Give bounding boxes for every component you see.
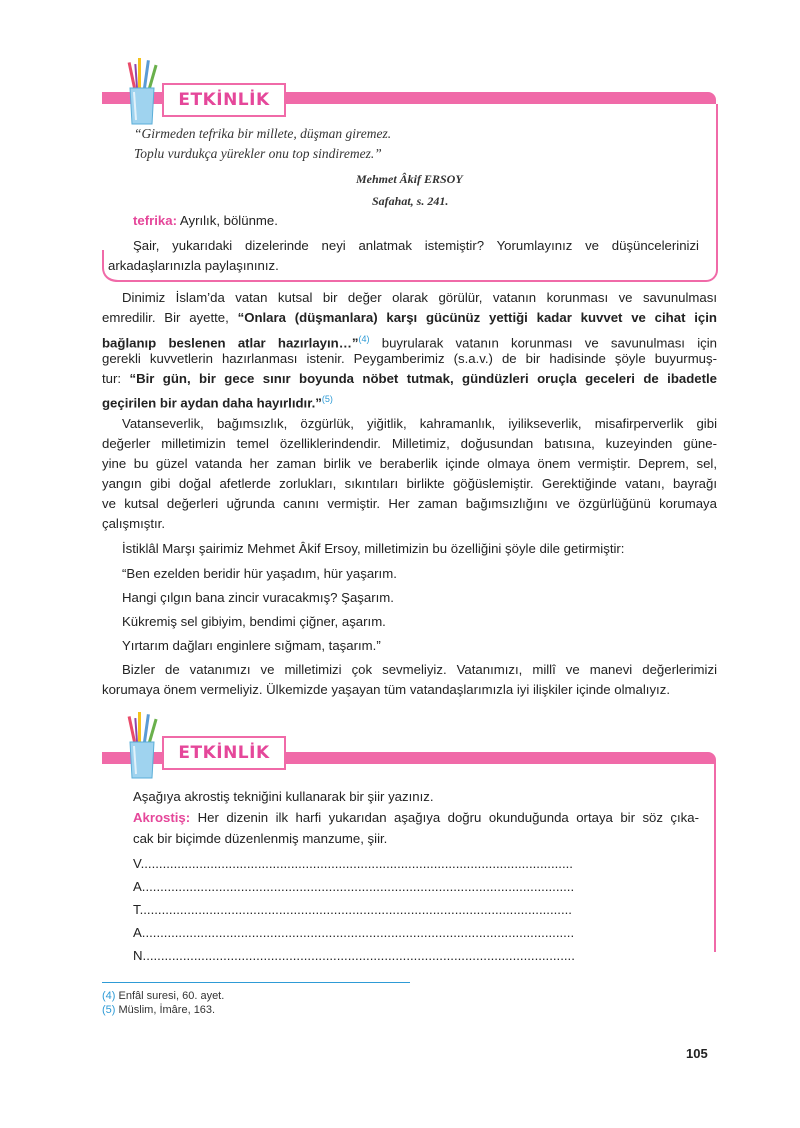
writing-dots: ...................................................................................................................... (141, 925, 575, 940)
paragraph-1-line-6 (102, 389, 333, 413)
activity-instruction: Aşağıya akrostiş tekniğini kullanarak bir şiir yazınız. (133, 789, 434, 804)
quote-line-1: “Girmeden tefrika bir millete, düşman giremez. (134, 126, 392, 141)
paragraph-4-line-1: Bizler de vatanımızı ve milletimizi çok sevmeliyiz. Vatanımızı, millî ve manevi değerlerimizi (122, 662, 717, 677)
quote-line-2: Toplu vurdukça yürekler onu top sindiremez.” (134, 146, 382, 161)
verse-line-1: “Ben ezelden beridir hür yaşadım, hür yaşarım. (122, 566, 397, 581)
quote-source: Safahat, s. 241. (372, 194, 449, 208)
footnote-ref-5[interactable]: (5) (321, 394, 333, 404)
term-label: tefrika: (133, 213, 177, 228)
paragraph-1-line-1: Dinimiz İslam’da vatan kutsal bir değer olarak görülür, vatanın korunması ve savunulması (122, 290, 717, 305)
paragraph-2-line-6: çalışmıştır. (102, 516, 166, 531)
text-run: emredilir. Bir ayette, (102, 310, 238, 325)
paragraph-1-line-4: gerekli kuvvetlerin hazırlanması istenir. Peygamberimiz (s.a.v.) de bir hadisinde şöyle buyurmuş- (102, 351, 717, 366)
paragraph-2-line-4: yangın gibi doğal afetlerde zorlukları, sıkıntıları birlikte göğüslemiştir. Gerektiğinde vatanı, bayrağı (102, 476, 717, 491)
paragraph-2-line-2: değerler milletimizin temel özelliklerindendir. Milletimiz, doğusundan batısına, kuzeyinden güne- (102, 436, 717, 451)
paragraph-4-line-2: korumaya önem vermeliyiz. Ülkemizde yaşayan tüm vatandaşlarımızla iyi ilişkiler içinde olmalıyız. (102, 682, 670, 697)
footnote-4 (102, 990, 224, 1002)
verse-line-2: Hangi çılgın bana zincir vuracakmış? Şaşarım. (122, 590, 394, 605)
writing-dots: ...................................................................................................................... (142, 948, 575, 963)
paragraph-2-line-5: ve kutsal değerleri uğrunda canını vermiştir. Her zaman bağımsızlığını ve özgürlüğünü korumaya (102, 496, 717, 511)
acrostic-line-v[interactable] (133, 854, 623, 874)
writing-dots: ...................................................................................................................... (140, 856, 573, 871)
term-label: Akrostiş: (133, 810, 191, 825)
paragraph-1-line-2 (102, 308, 717, 328)
acrostic-letter: A (133, 879, 142, 894)
footnote-ref-4[interactable]: (4) (358, 334, 370, 344)
footnote-text: Enfâl suresi, 60. ayet. (118, 990, 225, 1002)
quote-author: Mehmet Âkif ERSOY (356, 172, 463, 186)
ayah-quote-end: bağlanıp beslenen atlar hazırlayın…” (102, 335, 359, 351)
hadith-quote: “Bir gün, bir gece sınır boyunda nöbet tutmak, gündüzleri oruçla geceleri de ibadetle (129, 371, 717, 386)
activity-label: ETKİNLİK (162, 83, 286, 117)
acrostic-line-t[interactable] (133, 900, 623, 920)
ayah-quote: “Onlara (düşmanlara) karşı gücünüz yettiği kadar kuvvet ve cihat için (237, 310, 717, 325)
term-text: Ayrılık, bölünme. (179, 213, 278, 228)
term-text: Her dizenin ilk harfi yukarıdan aşağıya doğru okunduğunda ortaya bir söz çıka- (197, 810, 700, 825)
footnote-number: (5) (102, 1004, 116, 1016)
acrostic-line-n[interactable] (133, 946, 623, 966)
verse-line-3: Kükremiş sel gibiyim, bendimi çiğner, aşarım. (122, 614, 386, 629)
text-run: tur: (102, 371, 130, 386)
acrostic-letter: V (133, 856, 141, 871)
paragraph-1-line-5 (102, 369, 717, 389)
footnote-text: Müslim, İmâre, 163. (118, 1004, 216, 1016)
pencil-cup-icon (124, 58, 160, 126)
verse-line-4: Yırtarım dağları enginlere sığmam, taşarım.” (122, 638, 381, 653)
paragraph-2-line-1: Vatanseverlik, bağımsızlık, özgürlük, yiğitlik, kahramanlık, iyilikseverlik, misafirperverlik gibi (122, 416, 717, 431)
acrostic-letter: A (133, 925, 142, 940)
activity-question-line-1: Şair, yukarıdaki dizelerinde neyi anlatmak istemiştir? Yorumlayınız ve düşüncelerinizi (133, 238, 699, 253)
footnote-number: (4) (102, 990, 116, 1002)
writing-dots: ...................................................................................................................... (141, 879, 575, 894)
acrostic-line-a2[interactable] (133, 923, 623, 943)
paragraph-2-line-3: yine bu güzel vatanda her zaman birlik ve beraberlik içinde olmaya önem vermiştir. Deprem, sel, (102, 456, 717, 471)
footnote-divider (102, 982, 410, 983)
term-definition (133, 211, 278, 231)
activity-label: ETKİNLİK (162, 736, 286, 770)
paragraph-3-line-1: İstiklâl Marşı şairimiz Mehmet Âkif Ersoy, milletimizin bu özelliğini şöyle dile getirmiştir: (122, 541, 625, 556)
page-number: 105 (686, 1046, 708, 1061)
text-run: buyrularak vatanın korunması ve savunulması için (369, 335, 717, 351)
activity-question-line-2: arkadaşlarınızla paylaşınınız. (108, 258, 279, 273)
acrostic-definition-line-2: cak bir biçimde düzenlenmiş manzume, şiir. (133, 831, 388, 846)
writing-dots: ...................................................................................................................... (139, 902, 572, 917)
acrostic-letter: T (133, 902, 140, 917)
hadith-quote-end: geçirilen bir aydan daha hayırlıdır.” (102, 395, 322, 411)
activity-frame-right (714, 764, 716, 952)
acrostic-letter: N (133, 948, 143, 963)
pencil-cup-icon (124, 712, 160, 780)
acrostic-definition-line-1 (133, 808, 699, 828)
footnote-5 (102, 1004, 215, 1016)
acrostic-line-a[interactable] (133, 877, 623, 897)
